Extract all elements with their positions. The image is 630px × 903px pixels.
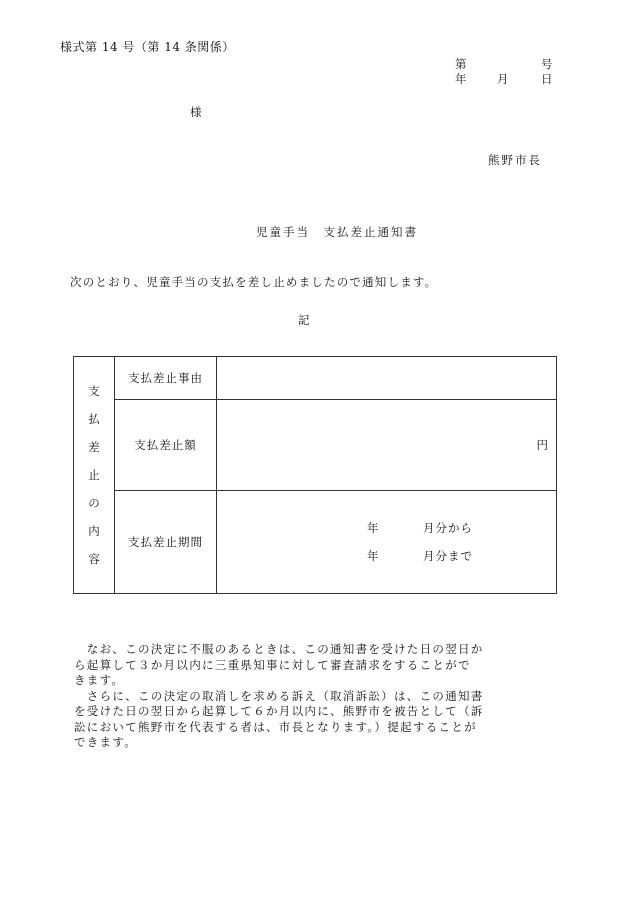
- date-month-label: 月: [497, 72, 509, 86]
- document-number-label: 第: [455, 57, 467, 71]
- notice-text: [74, 642, 544, 751]
- vertical-char: 差: [88, 440, 100, 454]
- reason-label: 支払差止事由: [115, 357, 217, 400]
- vertical-char: 支: [88, 384, 100, 398]
- notice-line: きます。: [74, 673, 125, 687]
- reason-row: [74, 357, 557, 400]
- period-row: [74, 491, 557, 594]
- vertical-char: 払: [88, 412, 100, 426]
- notice-line: さらに、この決定の取消しを求める訴え（取消訴訟）は、この通知書: [74, 688, 484, 703]
- reason-value: [217, 357, 557, 400]
- vertical-char: 内: [88, 524, 100, 538]
- notice-line: なお、この決定に不服のあるときは、この通知書を受けた日の翌日か: [74, 642, 484, 656]
- intro-text: 次のとおり、児童手当の支払を差し止めましたので通知します。: [70, 275, 438, 289]
- form-number: 様式第 14 号（第 14 条関係）: [60, 40, 235, 54]
- details-table: [73, 356, 557, 594]
- period-to-year: 年: [367, 549, 379, 563]
- ki-heading: 記: [298, 313, 310, 327]
- amount-unit: 円: [536, 438, 548, 452]
- date-day-label: 日: [541, 72, 553, 86]
- notice-line: ら起算して３か月以内に三重県知事に対して審査請求をすることがで: [74, 657, 471, 672]
- period-from-year: 年: [367, 521, 379, 535]
- period-to-line: [217, 542, 556, 570]
- period-value: [217, 491, 557, 594]
- document-title: 児童手当 支払差止通知書: [256, 225, 418, 239]
- date-year-label: 年: [455, 72, 467, 86]
- notice-line: 訟において熊野市を代表する者は、市長となります。）提起することが: [74, 719, 477, 734]
- document-number-suffix: 号: [541, 57, 553, 71]
- period-to-suffix: 月分まで: [423, 549, 473, 563]
- period-from-suffix: 月分から: [423, 521, 473, 535]
- period-from-line: [217, 514, 556, 542]
- period-label: 支払差止期間: [115, 491, 217, 594]
- notice-line: できます。: [74, 735, 138, 749]
- vertical-char: 容: [88, 552, 100, 566]
- notice-line: を受けた日の翌日から起算して６か月以内に、熊野市を被告として（訴: [74, 704, 484, 718]
- amount-value: [217, 400, 557, 491]
- vertical-header: [74, 357, 115, 594]
- vertical-char: 止: [88, 468, 100, 482]
- amount-row: [74, 400, 557, 491]
- issuer-name: 熊野市長: [488, 153, 542, 167]
- vertical-char: の: [88, 496, 100, 510]
- recipient-honorific: 様: [190, 105, 202, 119]
- amount-label: 支払差止額: [115, 400, 217, 491]
